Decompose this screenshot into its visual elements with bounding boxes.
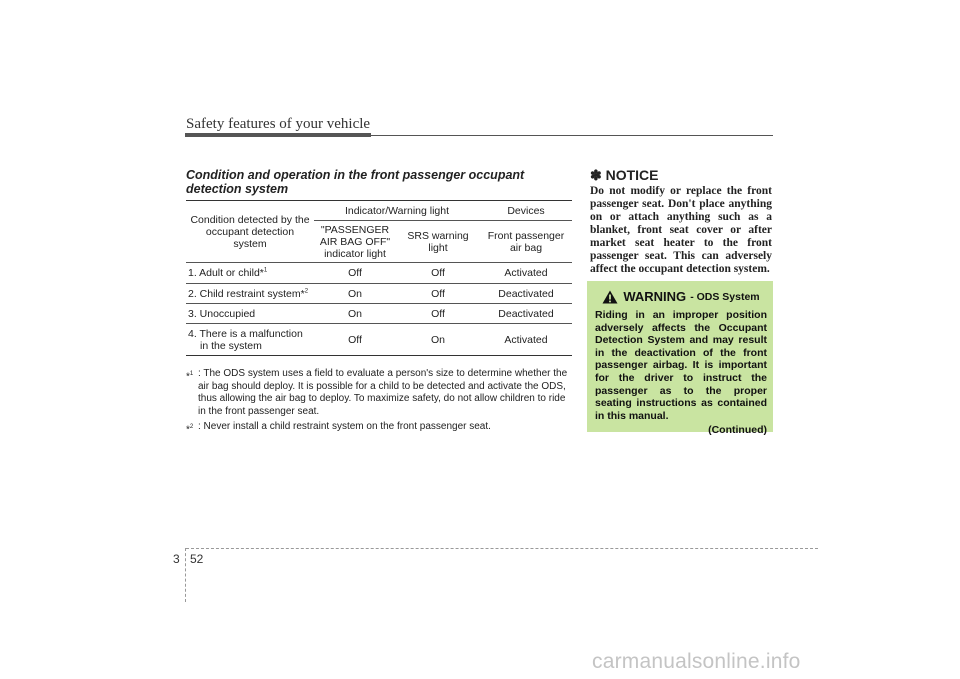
warning-continued: (Continued)	[708, 424, 767, 437]
row-indicator: On	[314, 304, 396, 324]
table-header-row	[186, 201, 572, 221]
footnotes	[186, 368, 573, 440]
row-airbag: Deactivated	[480, 304, 572, 324]
row-condition: 3. Unoccupied	[186, 304, 314, 324]
warning-header	[595, 289, 767, 304]
page-header-title: Safety features of your vehicle	[186, 116, 371, 132]
footer-vertical-rule	[185, 548, 186, 602]
row-srs: On	[396, 324, 480, 356]
warning-triangle-icon	[602, 290, 618, 304]
table-row	[186, 263, 572, 284]
header-srs-light: SRS warning light	[396, 221, 480, 263]
notice-title: ✽ NOTICE	[590, 167, 659, 183]
row-indicator: Off	[314, 324, 396, 356]
header-condition: Condition detected by the occupant detection system	[186, 201, 314, 263]
footnote-1: *$^1$ : The ODS system uses a field to evaluate a person's size to determine whether the air bag should deploy. It is possible for a child to be detected and activate the ODS, thus allowing the air bag to deploy. To maximize safety, do not allow children to ride in the front passenger seat.	[186, 368, 568, 417]
header-indicator-light: "PASSENGER AIR BAG OFF" indicator light	[314, 221, 396, 263]
warning-text: Riding in an improper position adversely affects the Occupant Detection System and may result in the deactivation of the front passenger airbag. It is important for the driver to instruct the passenger as to the proper seating instructions as contained in this manual.	[595, 309, 767, 422]
row-condition: 2. Child restraint system*$^2$	[186, 284, 314, 304]
notice-body: Do not modify or replace the front passenger seat. Don't place anything on or attach anything such as a blanket, front seat cover or after market seat heater to the front passenger seat. This can adversely affect the occupant detection system.	[590, 185, 772, 275]
row-condition: 1. Adult or child*$^1$	[186, 263, 314, 284]
header-rule-bold	[185, 133, 371, 137]
section-title: Condition and operation in the front passenger occupant detection system	[186, 168, 525, 196]
row-srs: Off	[396, 304, 480, 324]
header-front-airbag: Front passenger air bag	[480, 221, 572, 263]
header-devices-group: Devices	[480, 201, 572, 221]
footer-rule	[186, 548, 818, 549]
table-row	[186, 324, 572, 356]
watermark: carmanualsonline.info	[592, 650, 801, 673]
row-airbag: Deactivated	[480, 284, 572, 304]
table-row	[186, 284, 572, 304]
warning-box	[587, 281, 773, 437]
warning-label: WARNING	[623, 289, 687, 304]
header-rule-thin	[371, 135, 773, 136]
page-number: 52	[190, 552, 204, 566]
ods-condition-table	[186, 200, 572, 356]
footnote-2: *$^2$ : Never install a child restraint system on the front passenger seat.	[186, 421, 491, 436]
table-row	[186, 304, 572, 324]
warning-subtitle: - ODS System	[690, 290, 760, 303]
row-condition: 4. There is a malfunction in the system	[186, 324, 314, 356]
row-indicator: On	[314, 284, 396, 304]
row-indicator: Off	[314, 263, 396, 284]
page-section-number: 3	[173, 552, 180, 566]
row-airbag: Activated	[480, 324, 572, 356]
row-srs: Off	[396, 284, 480, 304]
header-indicator-group: Indicator/Warning light	[314, 201, 480, 221]
row-srs: Off	[396, 263, 480, 284]
row-airbag: Activated	[480, 263, 572, 284]
